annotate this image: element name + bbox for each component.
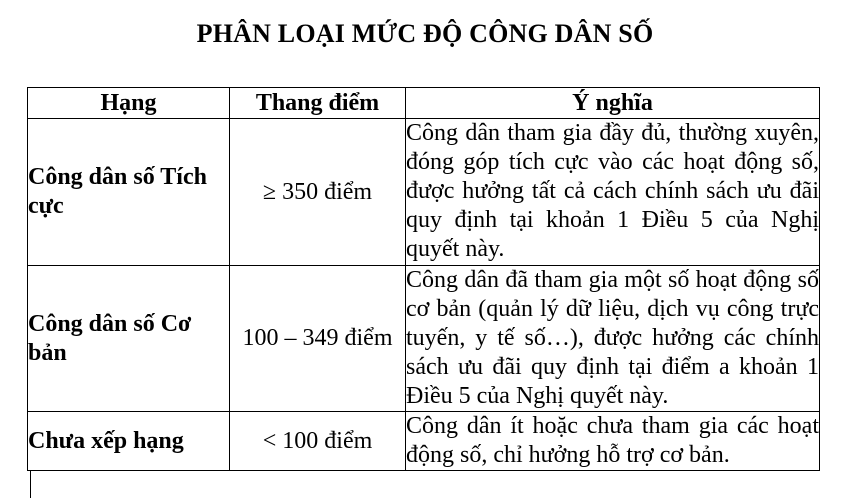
classification-table bbox=[27, 87, 820, 471]
score-cell: 100 – 349 điểm bbox=[230, 266, 406, 412]
score-cell: < 100 điểm bbox=[230, 412, 406, 471]
score-cell: ≥ 350 điểm bbox=[230, 119, 406, 266]
table-row bbox=[28, 412, 820, 471]
meaning-cell: Công dân đã tham gia một số hoạt động số cơ bản (quản lý dữ liệu, dịch vụ công trực tuyến, y tế số…), được hưởng các chính sách ưu đãi quy định tại điểm a khoản 1 Điều 5 của Nghị quyết này. bbox=[406, 266, 820, 412]
header-meaning: Ý nghĩa bbox=[406, 88, 820, 119]
meaning-cell: Công dân tham gia đầy đủ, thường xuyên, đóng góp tích cực vào các hoạt động số, được hưởng tất cả cách chính sách ưu đãi quy định tại khoản 1 Điều 5 của Nghị quyết này. bbox=[406, 119, 820, 266]
header-score-scale: Thang điểm bbox=[230, 88, 406, 119]
document-title: PHÂN LOẠI MỨC ĐỘ CÔNG DÂN SỐ bbox=[196, 19, 654, 48]
table-header-row bbox=[28, 88, 820, 119]
rank-cell: Chưa xếp hạng bbox=[28, 412, 230, 471]
rank-cell: Công dân số Cơ bản bbox=[28, 266, 230, 412]
header-rank: Hạng bbox=[28, 88, 230, 119]
meaning-cell: Công dân ít hoặc chưa tham gia các hoạt động số, chỉ hưởng hỗ trợ cơ bản. bbox=[406, 412, 820, 471]
table-row bbox=[28, 266, 820, 412]
table-row bbox=[28, 119, 820, 266]
rank-cell: Công dân số Tích cực bbox=[28, 119, 230, 266]
text-cursor bbox=[30, 471, 31, 498]
